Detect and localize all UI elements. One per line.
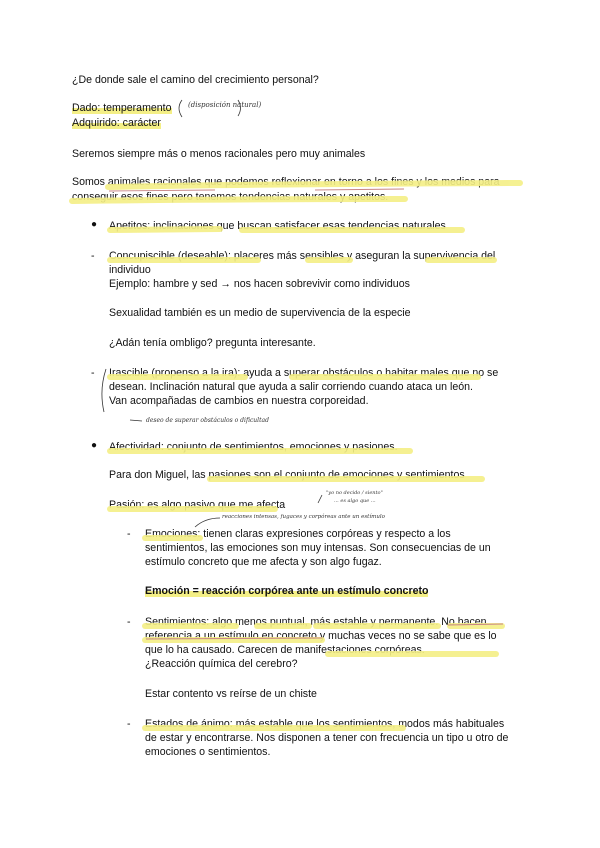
irascible-line-1: Irascible (propenso a la ira): ayuda a superar obstáculos o habitar males que no se — [109, 367, 499, 379]
emociones-line-1: Emociones: tienen claras expresiones corpóreas y respecto a los — [145, 528, 451, 540]
sentimientos-line-3: que lo ha causado. Carecen de manifestaciones corpóreas. — [145, 644, 425, 656]
underline-tendencias — [315, 189, 404, 190]
concupiscible-example: Ejemplo: hambre y sed → nos hacen sobrevivir como individuos — [109, 278, 410, 290]
racionales-paragraph: Seremos siempre más o menos racionales pero muy animales — [72, 148, 366, 160]
estados-line-2: de estar y encontrarse. Nos disponen a tener con frecuencia un tipo u otro de — [145, 732, 509, 744]
highlight-somos-1 — [108, 183, 520, 187]
pasion-note-arrow — [318, 495, 322, 503]
pasion-handwritten-note-1: "yo no decido / siento" — [326, 490, 383, 496]
emociones-note-arrow — [195, 518, 220, 527]
sentimientos-line-2: referencia a un estímulo en concreto y muchas veces no se sabe que es lo — [145, 630, 497, 642]
dash-concupiscible: - — [91, 250, 95, 262]
afectividad-line: Afectividad: conjunto de sentimientos, emociones y pasiones. — [109, 441, 398, 453]
apetitos-line: Apetitos: inclinaciones que buscan satisfacer esas tendencias naturales — [109, 220, 446, 232]
emociones-line-2: sentimientos, las emociones son muy intensas. Son consecuencias de un — [145, 542, 491, 554]
dash-emociones: - — [127, 528, 131, 540]
irascible-bracket — [102, 369, 106, 412]
somos-line-1: Somos animales racionales que podemos reflexionar en torno a los fines y los medios para — [72, 176, 500, 188]
estados-line-3: emociones o sentimientos. — [145, 746, 271, 758]
bullet-afectividad: ● — [91, 440, 98, 451]
dash-estados: - — [127, 718, 131, 730]
irascible-handwritten-note: deseo de superar obstáculos o dificultad — [146, 417, 269, 424]
sexualidad-line: Sexualidad también es un medio de supervivencia de la especie — [109, 307, 411, 319]
dado-line: Dado: temperamento — [72, 102, 172, 114]
sentimientos-line-1: Sentimientos: algo menos puntual, más estable y permanente. No hacen — [145, 616, 487, 628]
concupiscible-line-2: individuo — [109, 264, 151, 276]
estados-line-1: Estados de ánimo: más estable que los sentimientos, modos más habituales — [145, 718, 505, 730]
dado-handwritten-note: (disposición natural) — [188, 101, 262, 109]
highlight-apetitos — [110, 229, 220, 230]
highlight-somos-2 — [72, 199, 405, 201]
contento-line: Estar contento vs reírse de un chiste — [145, 688, 317, 700]
dado-note-bracket-left — [179, 100, 182, 117]
emociones-handwritten-note: reacciones intensas, fugaces y corpóreas ante un estímulo — [222, 514, 385, 520]
adquirido-line: Adquirido: carácter — [72, 117, 161, 129]
adan-line: ¿Adán tenía ombligo? pregunta interesante. — [109, 337, 316, 349]
doc-title: ¿De donde sale el camino del crecimiento personal? — [72, 74, 319, 86]
sentimientos-line-4: ¿Reacción química del cerebro? — [145, 658, 298, 670]
irascible-line-3: Van acompañadas de cambios en nuestra corporeidad. — [109, 395, 369, 407]
somos-line-2: conseguir esos fines pero tenemos tendencias naturales y apetitos. — [72, 191, 389, 203]
concupiscible-line-1: Concupiscible (deseable): placeres más sensibles y aseguran la supervivencia del — [109, 250, 496, 262]
underline-somos — [109, 190, 215, 191]
emocion-definition: Emoción = reacción corpórea ante un estímulo concreto — [145, 585, 429, 597]
dado-note-bracket-right — [238, 100, 241, 116]
dash-irascible: - — [91, 367, 95, 379]
emociones-line-3: estímulo concreto que me afecta y son algo fugaz. — [145, 556, 382, 568]
bullet-apetitos: ● — [91, 219, 98, 230]
pasion-line: Pasión: es algo pasivo que me afecta — [109, 499, 286, 511]
dash-sentimientos: - — [127, 616, 131, 628]
pasion-handwritten-note-2: ... es algo que ... — [334, 498, 376, 504]
don-miguel-line: Para don Miguel, las pasiones son el conjunto de emociones y sentimientos — [109, 469, 465, 481]
irascible-note-arrow — [130, 420, 142, 421]
irascible-line-2: desean. Inclinación natural que ayuda a salir corriendo cuando ataca un león. — [109, 381, 473, 393]
